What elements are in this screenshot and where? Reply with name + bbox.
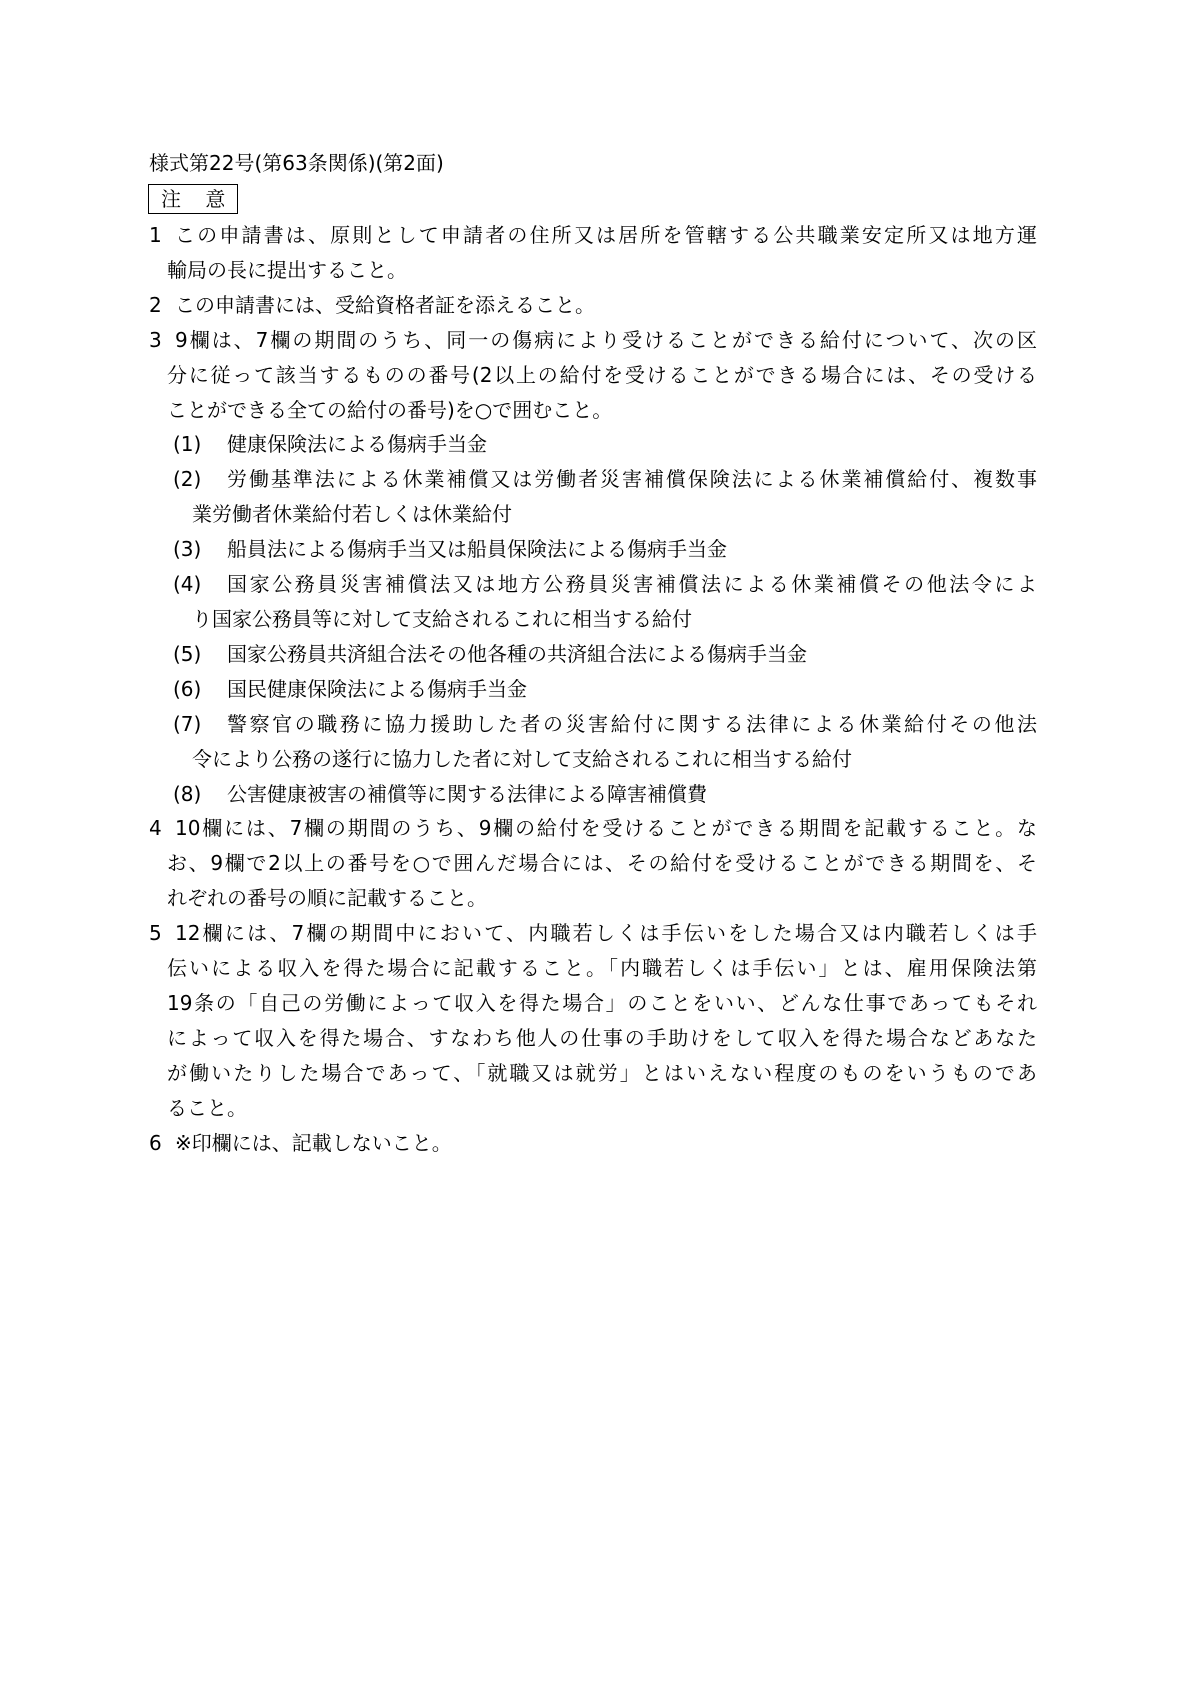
note-1: [149, 218, 1037, 253]
subitem-number: (2): [173, 467, 202, 492]
subitem-number: (5): [173, 641, 202, 666]
note-continuation: [149, 881, 1037, 916]
note-5: [149, 916, 1037, 951]
note-text: ことができる全ての給付の番号)を○で囲むこと。: [167, 397, 613, 422]
note-number: 3: [149, 327, 162, 352]
subitem-text: り国家公務員等に対して支給されるこれに相当する給付: [192, 606, 692, 631]
note-number: 5: [149, 921, 162, 946]
note-4: [149, 811, 1037, 846]
note-text: れぞれの番号の順に記載すること。: [167, 886, 487, 911]
subitem-1: [149, 427, 1037, 462]
subitem-continuation: [149, 602, 1037, 637]
subitem-number: (6): [173, 676, 202, 701]
note-text: 輸局の長に提出すること。: [167, 257, 407, 282]
subitem-text: 船員法による傷病手当又は船員保険法による傷病手当金: [227, 537, 727, 562]
subitem-number: (4): [173, 572, 202, 597]
subitem-3: [149, 532, 1037, 567]
subitem-continuation: [149, 497, 1037, 532]
note-6: [149, 1126, 1037, 1161]
subitem-text: 公害健康被害の補償等に関する法律による障害補償費: [227, 781, 707, 806]
note-number: 2: [149, 292, 162, 317]
note-continuation: [149, 1091, 1037, 1126]
note-continuation: [149, 1021, 1037, 1056]
note-continuation: [149, 358, 1037, 393]
note-text: が働いたりした場合であって、「就職又は就労」とはいえない程度のものをいうものであ: [167, 1060, 1037, 1085]
subitem-text: 国家公務員共済組合法その他各種の共済組合法による傷病手当金: [227, 641, 807, 666]
subitem-text: 令により公務の遂行に協力した者に対して支給されるこれに相当する給付: [192, 746, 852, 771]
subitem-number: (1): [173, 432, 202, 457]
subitem-text: 国家公務員災害補償法又は地方公務員災害補償法による休業補償その他法令によ: [227, 572, 1037, 597]
note-number: 4: [149, 816, 162, 841]
subitem-number: (8): [173, 781, 202, 806]
note-continuation: [149, 1056, 1037, 1091]
note-number: 1: [149, 223, 162, 247]
subitem-text: 労働基準法による休業補償又は労働者災害補償保険法による休業補償給付、複数事: [227, 467, 1037, 492]
subitem-number: (3): [173, 537, 202, 562]
subitem-2: [149, 462, 1037, 497]
note-text: 伝いによる収入を得た場合に記載すること。「内職若しくは手伝い」とは、雇用保険法第: [167, 956, 1037, 981]
note-text: によって収入を得た場合、すなわち他人の仕事の手助けをして収入を得た場合などあなた: [167, 1025, 1037, 1050]
note-text: この申請書には、受給資格者証を添えること。: [175, 292, 595, 317]
note-text: ること。: [167, 1095, 247, 1120]
note-continuation: [149, 253, 1037, 288]
form-title: 様式第22号(第63条関係)(第2面): [149, 151, 444, 175]
subitem-text: 警察官の職務に協力援助した者の災害給付に関する法律による休業給付その他法: [227, 711, 1037, 736]
notes-list: [149, 218, 1037, 1160]
subitem-7: [149, 707, 1037, 742]
note-text: 12欄には、7欄の期間中において、内職若しくは手伝いをした場合又は内職若しくは手: [175, 921, 1037, 946]
note-continuation: [149, 393, 1037, 428]
note-text: 10欄には、7欄の期間のうち、9欄の給付を受けることができる期間を記載すること。な: [175, 816, 1037, 841]
note-number: 6: [149, 1130, 162, 1155]
note-2: [149, 288, 1037, 323]
note-text: この申請書は、原則として申請者の住所又は居所を管轄する公共職業安定所又は地方運: [175, 223, 1037, 247]
subitem-6: [149, 672, 1037, 707]
subitem-8: [149, 777, 1037, 812]
note-text: お、9欄で2以上の番号を○で囲んだ場合には、その給付を受けることができる期間を、そ: [167, 851, 1037, 876]
notice-heading-box: 注 意: [148, 184, 238, 214]
subitem-text: 健康保険法による傷病手当金: [227, 432, 487, 457]
subitem-continuation: [149, 742, 1037, 777]
subitem-5: [149, 637, 1037, 672]
note-text: 9欄は、7欄の期間のうち、同一の傷病により受けることができる給付について、次の区: [175, 327, 1037, 352]
note-text: 19条の「自己の労働によって収入を得た場合」のことをいい、どんな仕事であってもそれ: [167, 990, 1037, 1015]
note-continuation: [149, 846, 1037, 881]
subitem-number: (7): [173, 711, 202, 736]
note-continuation: [149, 986, 1037, 1021]
subitem-text: 国民健康保険法による傷病手当金: [227, 676, 527, 701]
note-continuation: [149, 951, 1037, 986]
note-text: 分に従って該当するものの番号(2以上の給付を受けることができる場合には、その受ける: [167, 362, 1037, 387]
note-text: ※印欄には、記載しないこと。: [175, 1130, 452, 1155]
subitem-4: [149, 567, 1037, 602]
subitem-text: 業労働者休業給付若しくは休業給付: [192, 502, 512, 527]
note-3: [149, 323, 1037, 358]
